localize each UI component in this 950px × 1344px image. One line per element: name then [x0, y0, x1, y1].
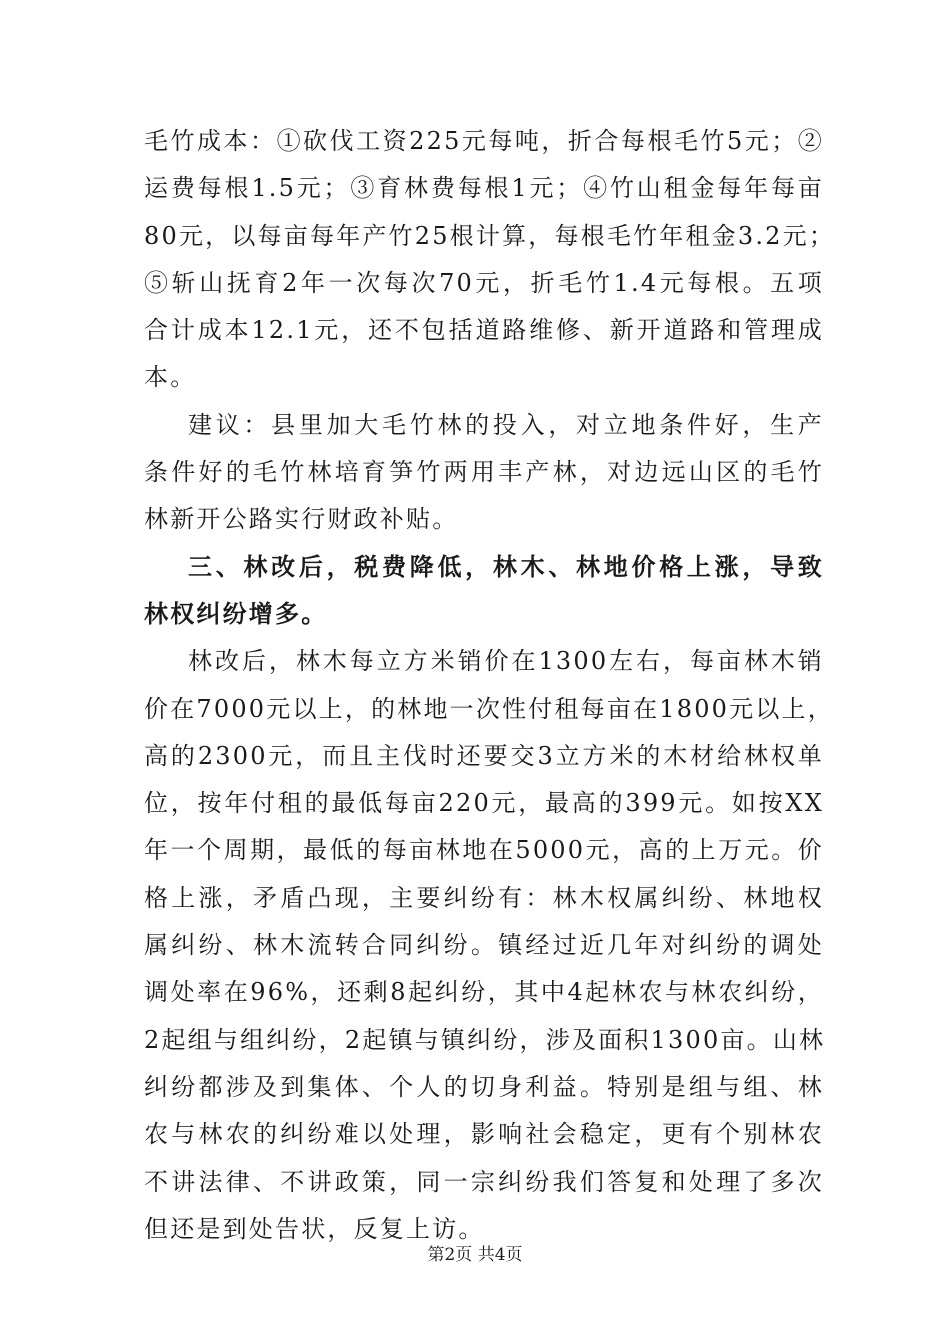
text-line: 合计成本12.1元，还不包括道路维修、新开道路和管理成: [144, 316, 824, 345]
text-line: 建议：县里加大毛竹林的投入，对立地条件好，生产: [188, 410, 824, 439]
text-line: 毛竹成本：①砍伐工资225元每吨，折合每根毛竹5元；②: [144, 127, 824, 155]
page-number: 第2页 共4页: [427, 1245, 523, 1265]
heading-line: 三、林改后，税费降低，林木、林地价格上涨，导致: [188, 552, 824, 581]
text-line: 属纠纷、林木流转合同纠纷。镇经过近几年对纠纷的调处: [144, 931, 824, 960]
text-line: 不讲法律、不讲政策，同一宗纠纷我们答复和处理了多次: [144, 1167, 824, 1196]
text-line: 纠纷都涉及到集体、个人的切身利益。特别是组与组、林: [144, 1072, 824, 1101]
text-line: 林改后，林木每立方米销价在1300左右，每亩林木销: [188, 647, 824, 676]
text-line: 条件好的毛竹林培育笋竹两用丰产林，对边远山区的毛竹: [144, 458, 824, 487]
text-line: 运费每根1.5元；③育林费每根1元；④竹山租金每年每亩: [144, 174, 824, 203]
paragraph-suggestion: [144, 402, 824, 544]
text-line: 价在7000元以上，的林地一次性付租每亩在1800元以上，: [144, 694, 834, 723]
section-heading: [144, 544, 824, 639]
text-line: 但还是到处告状，反复上访。: [144, 1214, 485, 1243]
heading-line: 林权纠纷增多。: [144, 599, 328, 628]
paragraph-disputes: [144, 638, 834, 1253]
text-line: 位，按年付租的最低每亩220元，最高的399元。如按XX: [144, 789, 824, 818]
text-line: 本。: [144, 363, 197, 392]
text-line: 农与林农的纠纷难以处理，影响社会稳定，更有个别林农: [144, 1120, 824, 1149]
text-line: 调处率在96%，还剩8起纠纷，其中4起林农与林农纠纷，: [144, 978, 824, 1007]
text-line: 高的2300元，而且主伐时还要交3立方米的木材给林权单: [144, 741, 824, 770]
text-line: 80元，以每亩每年产竹25根计算，每根毛竹年租金3.2元；: [144, 221, 836, 250]
text-line: 格上涨，矛盾凸现，主要纠纷有：林木权属纠纷、林地权: [144, 883, 824, 912]
text-line: 林新开公路实行财政补贴。: [144, 505, 459, 534]
text-line: 年一个周期，最低的每亩林地在5000元，高的上万元。价: [144, 836, 824, 865]
paragraph-cost: [144, 118, 836, 402]
body-text: [144, 118, 836, 1253]
text-line: 2起组与组纠纷，2起镇与镇纠纷，涉及面积1300亩。山林: [144, 1025, 826, 1054]
text-line: ⑤斩山抚育2年一次每次70元，折毛竹1.4元每根。五项: [144, 268, 824, 297]
